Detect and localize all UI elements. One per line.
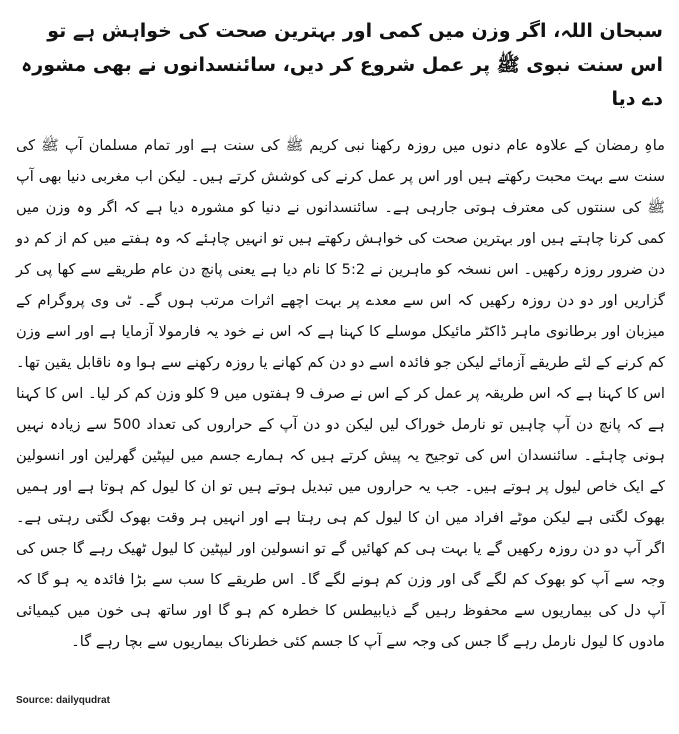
article-body: ماہِ رمضان کے علاوہ عام دنوں میں روزہ رکھنا نبی کریم ﷺ کی سنت ہے اور تمام مسلمان آپ ﷺ کی سنت سے بہت محبت رکھتے ہیں اور اس پر عمل کرنے کی کوشش کرتے ہیں۔ لیکن اب مغربی دنیا بھی آپ ﷺ کی سنتوں کی معترف ہوتی جارہی ہے۔ سائنسدانوں نے دنیا کو مشورہ دیا ہے کہ اگر وہ وزن میں کمی کرنا چاہتے ہیں اور بہترین صحت کی خواہش رکھتے ہیں تو انہیں چاہئے کہ وہ ہفتے میں کم از کم دو دن ضرور روزہ رکھیں۔ اس نسخہ کو ماہرین نے 5:2 کا نام دیا ہے یعنی پانچ دن عام طریقے سے کھا پی کر گزاریں اور دو دن روزہ رکھیں کہ اس سے معدے پر بہت اچھے اثرات مرتب ہوں گے۔ ٹی وی پروگرام کے میزبان اور برطانوی ماہر ڈاکٹر مائیکل موسلے کا کہنا ہے کہ اس نے خود یہ فارمولا آزمایا ہے اور اسے وزن کم کرنے کے لئے طریقے آزمائے لیکن جو فائدہ اسے دو دن کم کھانے یا روزہ رکھنے سے ہوا وہ ناقابل یقین تھا۔ اس کا کہنا ہے کہ اس طریقہ پر عمل کر کے اس نے صرف 9 ہفتوں میں 9 کلو وزن کم کر لیا۔ اس کا کہنا ہے کہ پانچ دن آپ چاہیں تو نارمل خوراک لیں لیکن دو دن آپ کے حراروں کی تعداد 500 سے زیادہ نہیں ہونی چاہئے۔ سائنسدان اس کی توجیح یہ پیش کرتے ہیں کہ ہمارے جسم میں لیپٹین گھرلین اور انسولین کے ایک خاص لیول پر ہوتے ہیں۔ جب یہ حراروں میں تبدیل ہوتے ہیں تو ان کا لیول کم ہوتا ہے اور ہمیں بھوک لگتی ہے لیکن موٹے افراد میں ان کا لیول کم ہی رہتا ہے اور انہیں ہر وقت بھوک لگتی رہتی ہے۔ اگر آپ دو دن روزہ رکھیں گے یا بہت ہی کم کھائیں گے تو انسولین اور لیپٹین کا لیول ٹھیک رہے گا جس کی وجہ سے آپ کو بھوک کم لگے گی اور وزن کم ہونے لگے گا۔ اس طریقے کا سب سے بڑا فائدہ یہ ہو گا کہ آپ دل کی بیماریوں سے محفوظ رہیں گے ذیابیطس کا خطرہ کم ہو گا اور ساتھ ہی خون میں کیمیائی مادوں کا لیول نارمل رہے گا جس کی وجہ سے آپ کا جسم کئی خطرناک بیماریوں سے بچا رہے گا۔ xyxy=(16,137,665,650)
source-credit: Source: dailyqudrat xyxy=(16,695,110,706)
article-headline: سبحان اللہ، اگر وزن میں کمی اور بہترین صحت کی خواہش ہے تو اس سنت نبوی ﷺ پر عمل شروع کر دیں، سائنسدانوں نے بھی مشورہ دے دیا xyxy=(21,20,663,110)
